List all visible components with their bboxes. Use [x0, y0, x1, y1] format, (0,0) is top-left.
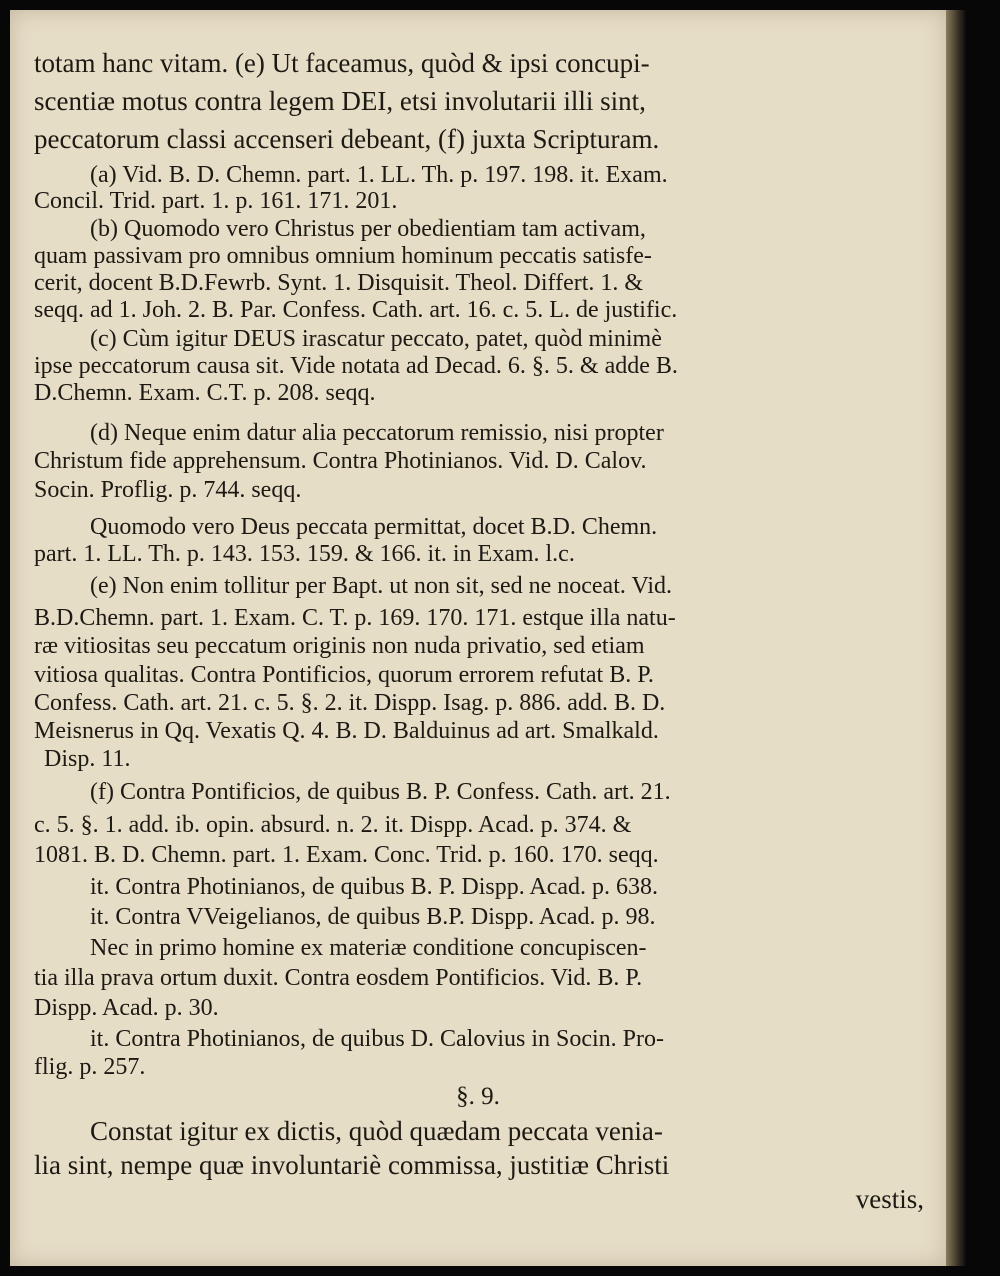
section-heading: §. 9.: [456, 1083, 500, 1110]
footnote-line: Confess. Cath. art. 21. c. 5. §. 2. it. Dispp. Isag. p. 886. add. B. D.: [34, 690, 666, 716]
footnote-line: D.Chemn. Exam. C.T. p. 208. seqq.: [34, 380, 376, 406]
text-line: scentiæ motus contra legem DEI, etsi involutarii illi sint,: [34, 86, 646, 116]
text-line: peccatorum classi accenseri debeant, (f) juxta Scripturam.: [34, 124, 660, 154]
footnote-line: ipse peccatorum causa sit. Vide notata ad Decad. 6. §. 5. & adde B.: [34, 353, 678, 379]
footnote-line: Socin. Proflig. p. 744. seqq.: [34, 477, 302, 503]
footnote-line: Dispp. Acad. p. 30.: [34, 995, 219, 1021]
text-line: Constat igitur ex dictis, quòd quædam peccata venia-: [90, 1116, 663, 1146]
footnote-line: Concil. Trid. part. 1. p. 161. 171. 201.: [34, 188, 398, 214]
footnote-line: B.D.Chemn. part. 1. Exam. C. T. p. 169. 170. 171. estque illa natu-: [34, 605, 676, 631]
footnote-line: (b) Quomodo vero Christus per obedientiam tam activam,: [90, 216, 646, 242]
footnote-line: seqq. ad 1. Joh. 2. B. Par. Confess. Cath. art. 16. c. 5. L. de justific.: [34, 297, 678, 323]
footnote-line: 1081. B. D. Chemn. part. 1. Exam. Conc. Trid. p. 160. 170. seqq.: [34, 842, 659, 868]
footnote-line: it. Contra Photinianos, de quibus D. Calovius in Socin. Pro-: [90, 1026, 664, 1052]
footnote-line: Disp. 11.: [44, 746, 131, 772]
book-page: [10, 10, 946, 1266]
footnote-line: (f) Contra Pontificios, de quibus B. P. Confess. Cath. art. 21.: [90, 779, 671, 805]
footnote-line: (e) Non enim tollitur per Bapt. ut non sit, sed ne noceat. Vid.: [90, 573, 672, 599]
footnote-line: ræ vitiositas seu peccatum originis non nuda privatio, sed etiam: [34, 633, 645, 659]
footnote-line: tia illa prava ortum duxit. Contra eosdem Pontificios. Vid. B. P.: [34, 965, 643, 991]
text-line: lia sint, nempe quæ involuntariè commissa, justitiæ Christi: [34, 1150, 670, 1180]
footnote-line: vitiosa qualitas. Contra Pontificios, quorum errorem refutat B. P.: [34, 662, 654, 688]
footnote-line: part. 1. LL. Th. p. 143. 153. 159. & 166. it. in Exam. l.c.: [34, 541, 575, 567]
footnote-line: flig. p. 257.: [34, 1054, 146, 1080]
footnote-line: Christum fide apprehensum. Contra Photinianos. Vid. D. Calov.: [34, 448, 647, 474]
footnote-line: (c) Cùm igitur DEUS irascatur peccato, patet, quòd minimè: [90, 326, 662, 352]
footnote-line: c. 5. §. 1. add. ib. opin. absurd. n. 2. it. Dispp. Acad. p. 374. &: [34, 812, 632, 838]
footnote-line: (d) Neque enim datur alia peccatorum remissio, nisi propter: [90, 420, 664, 446]
footnote-line: it. Contra VVeigelianos, de quibus B.P. Dispp. Acad. p. 98.: [90, 904, 656, 930]
catchword: vestis,: [855, 1184, 924, 1214]
footnote-line: Quomodo vero Deus peccata permittat, docet B.D. Chemn.: [90, 514, 658, 540]
footnote-line: quam passivam pro omnibus omnium hominum peccatis satisfe-: [34, 243, 652, 269]
footnote-line: Nec in primo homine ex materiæ conditione concupiscen-: [90, 935, 647, 961]
page-edge: [946, 10, 966, 1266]
footnote-line: cerit, docent B.D.Fewrb. Synt. 1. Disquisit. Theol. Differt. 1. &: [34, 270, 644, 296]
text-line: totam hanc vitam. (e) Ut faceamus, quòd & ipsi concupi-: [34, 48, 650, 78]
footnote-line: it. Contra Photinianos, de quibus B. P. Dispp. Acad. p. 638.: [90, 874, 659, 900]
footnote-line: (a) Vid. B. D. Chemn. part. 1. LL. Th. p. 197. 198. it. Exam.: [90, 162, 668, 188]
footnote-line: Meisnerus in Qq. Vexatis Q. 4. B. D. Balduinus ad art. Smalkald.: [34, 718, 659, 744]
